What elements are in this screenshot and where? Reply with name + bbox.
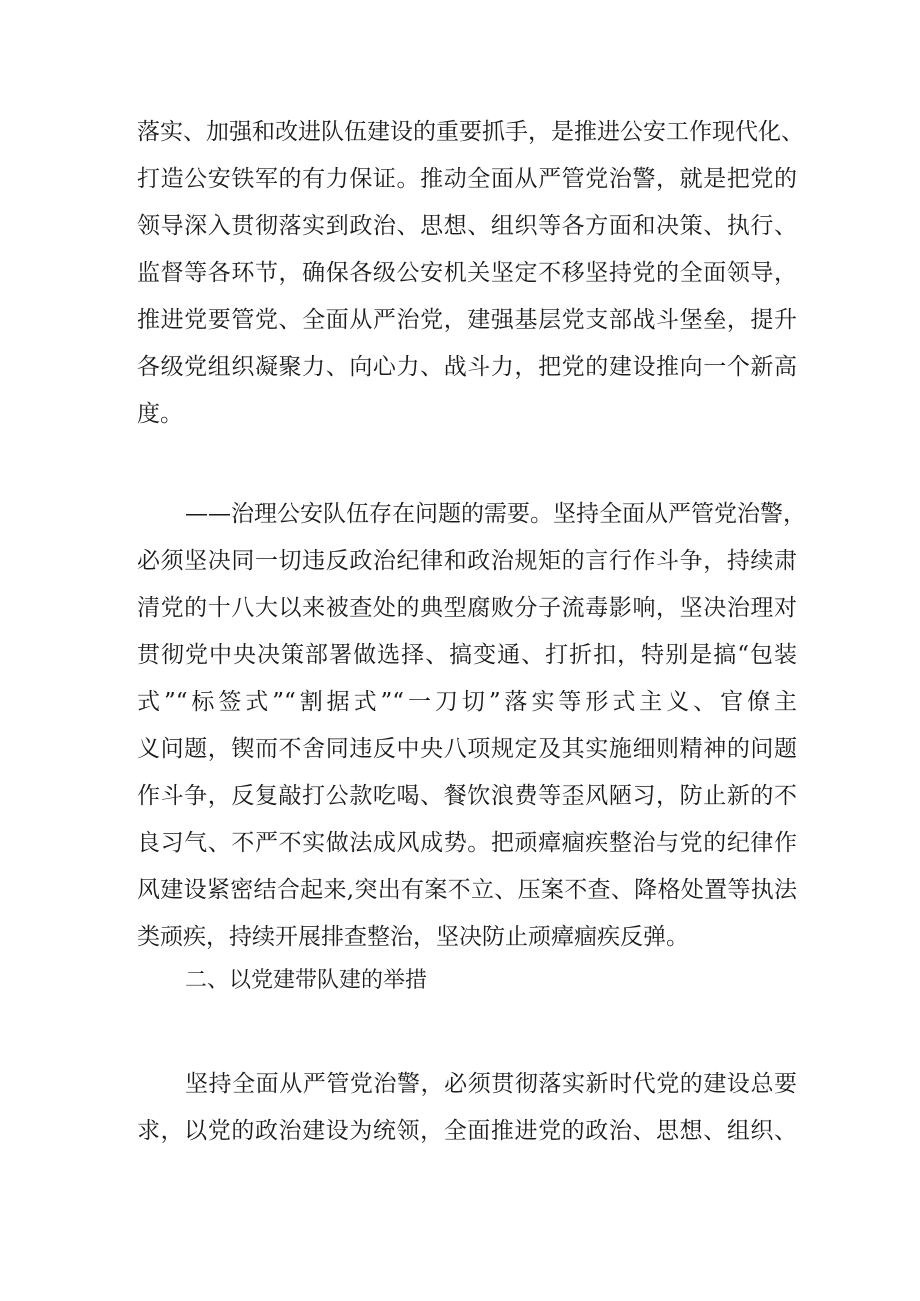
paragraph-2-line-3: 清党的十八大以来被查处的典型腐败分子流毒影响，坚决治理对 xyxy=(137,595,797,621)
paragraph-2-line-8: 良习气、不严不实做法成风成势。把顽瘴痼疾整治与党的纪律作 xyxy=(137,830,797,856)
paragraph-2-line-9: 风建设紧密结合起来,突出有案不立、压案不查、降格处置等执法 xyxy=(137,877,797,903)
paragraph-3-line-1: 坚持全面从严管党治警，必须贯彻落实新时代党的建设总要 xyxy=(185,1071,797,1097)
paragraph-2-line-5: 式”“标签式”“割据式”“一刀切”落实等形式主义、官僚主 xyxy=(137,689,797,715)
paragraph-1-line-7: 度。 xyxy=(137,401,183,427)
paragraph-2-line-10: 类顽疾，持续开展排查整治，坚决防止顽瘴痼疾反弹。 xyxy=(137,924,689,950)
paragraph-2-line-6: 义问题，锲而不舍同违反中央八项规定及其实施细则精神的问题 xyxy=(137,736,797,762)
paragraph-1-line-1: 落实、加强和改进队伍建设的重要抓手，是推进公安工作现代化、 xyxy=(137,119,804,145)
paragraph-2-line-4: 贯彻党中央决策部署做选择、搞变通、打折扣，特别是搞“包装 xyxy=(137,642,797,668)
paragraph-1-line-6: 各级党组织凝聚力、向心力、战斗力，把党的建设推向一个新高 xyxy=(137,354,797,380)
paragraph-2-line-7: 作斗争，反复敲打公款吃喝、餐饮浪费等歪风陋习，防止新的不 xyxy=(137,783,797,809)
paragraph-1-line-2: 打造公安铁军的有力保证。推动全面从严管党治警，就是把党的 xyxy=(137,166,797,192)
paragraph-1-line-3: 领导深入贯彻落实到政治、思想、组织等各方面和决策、执行、 xyxy=(137,213,797,239)
section-heading: 二、以党建带队建的举措 xyxy=(185,968,428,993)
paragraph-2-line-2: 必须坚决同一切违反政治纪律和政治规矩的言行作斗争，持续肃 xyxy=(137,548,797,574)
paragraph-3-line-2: 求，以党的政治建设为统领，全面推进党的政治、思想、组织、 xyxy=(137,1118,797,1144)
paragraph-1-line-4: 监督等各环节，确保各级公安机关坚定不移坚持党的全面领导， xyxy=(137,260,797,286)
paragraph-1-line-5: 推进党要管党、全面从严治党，建强基层党支部战斗堡垒，提升 xyxy=(137,307,797,333)
paragraph-2-line-1: ——治理公安队伍存在问题的需要。坚持全面从严管党治警， xyxy=(185,501,806,527)
